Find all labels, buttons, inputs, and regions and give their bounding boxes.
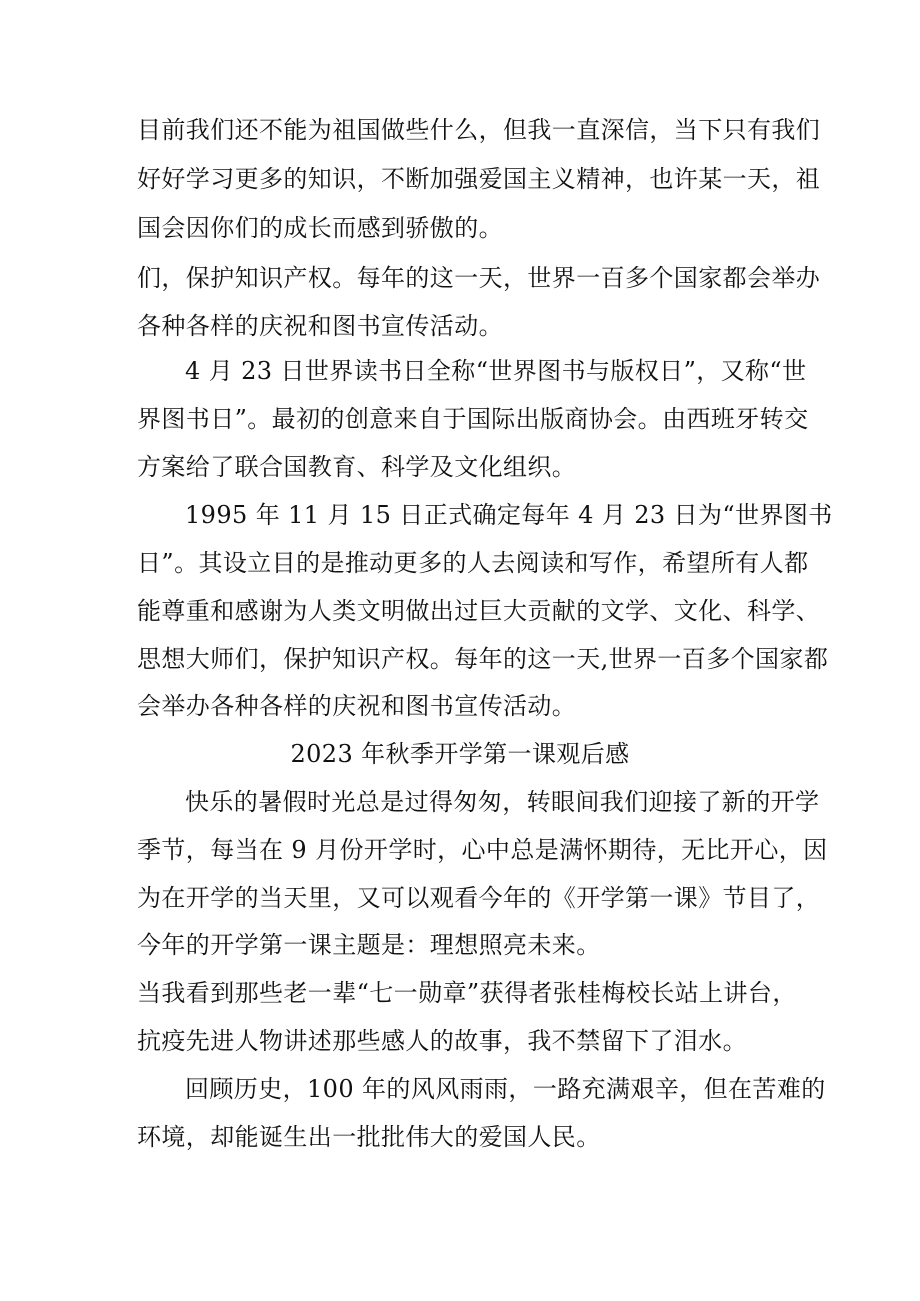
- body-line-16: 为在开学的当天里，又可以观看今年的《开学第一课》节目了，: [137, 884, 821, 912]
- body-line-21: 环境，却能诞生出一批批伟大的爱国人民。: [137, 1123, 601, 1151]
- body-line-9: 1995 年 11 月 15 日正式确定每年 4 月 23 日为“世界图书: [185, 501, 833, 529]
- body-line-1: 目前我们还不能为祖国做些什么，但我一直深信，当下只有我们: [137, 116, 821, 144]
- body-line-7: 界图书日”。最初的创意来自于国际出版商协会。由西班牙转交: [137, 405, 809, 433]
- body-line-17: 今年的开学第一课主题是：理想照亮未来。: [137, 931, 601, 959]
- body-line-13: 会举办各种各样的庆祝和图书宣传活动。: [137, 692, 577, 720]
- body-line-15: 季节，每当在 9 月份开学时，心中总是满怀期待，无比开心，因: [137, 836, 828, 864]
- body-line-12: 思想大师们，保护知识产权。每年的这一天,世界一百多个国家都: [137, 645, 829, 673]
- body-line-11: 能尊重和感谢为人类文明做出过巨大贡献的文学、文化、科学、: [137, 597, 821, 625]
- body-line-4: 们，保护知识产权。每年的这一天，世界一百多个国家都会举办: [137, 264, 821, 292]
- body-line-2: 好好学习更多的知识，不断加强爱国主义精神，也许某一天，祖: [137, 165, 821, 193]
- body-line-19: 抗疫先进人物讲述那些感人的故事，我不禁留下了泪水。: [137, 1027, 747, 1055]
- body-line-20: 回顾历史，100 年的风风雨雨，一路充满艰辛，但在苦难的: [185, 1075, 826, 1103]
- essay-title: 2023 年秋季开学第一课观后感: [290, 740, 630, 768]
- body-line-14: 快乐的暑假时光总是过得匆匆，转眼间我们迎接了新的开学: [185, 788, 820, 816]
- body-line-10: 日”。其设立目的是推动更多的人去阅读和写作，希望所有人都: [137, 549, 809, 577]
- body-line-8: 方案给了联合国教育、科学及文化组织。: [137, 453, 577, 481]
- body-line-3: 国会因你们的成长而感到骄傲的。: [137, 214, 503, 242]
- body-line-6: 4 月 23 日世界读书日全称“世界图书与版权日”，又称“世: [185, 357, 807, 385]
- body-line-5: 各种各样的庆祝和图书宣传活动。: [137, 312, 503, 340]
- body-line-18: 当我看到那些老一辈“七一勋章”获得者张桂梅校长站上讲台，: [137, 979, 797, 1007]
